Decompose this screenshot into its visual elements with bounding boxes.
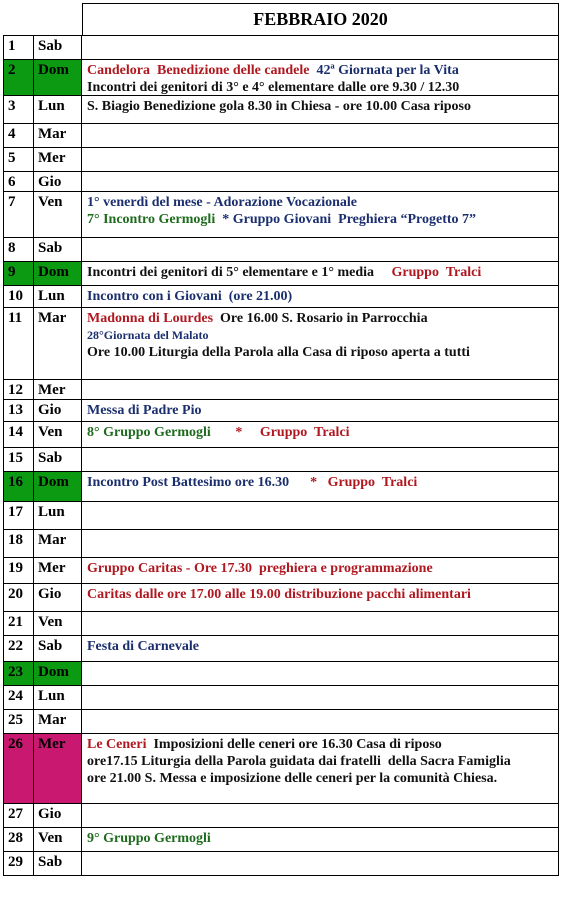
calendar-row — [3, 662, 559, 686]
weekday-name: Mar — [34, 124, 82, 147]
event-text: Messa di Padre Pio — [87, 403, 202, 418]
events-cell — [82, 148, 558, 171]
day-number: 18 — [4, 530, 34, 557]
calendar-row — [3, 558, 559, 584]
weekday-name: Gio — [34, 400, 82, 421]
event-text: S. Biagio Benedizione gola 8.30 in Chiesa - ore 10.00 Casa riposo — [87, 99, 471, 114]
event-text: ore 21.00 S. Messa e imposizione delle ceneri per la comunità Chiesa. — [87, 771, 498, 786]
event-line — [87, 211, 558, 228]
weekday-name: Mar — [34, 530, 82, 557]
weekday-name: Lun — [34, 502, 82, 529]
title-spacer — [3, 3, 82, 36]
calendar-row — [3, 308, 559, 380]
weekday-name: Sab — [34, 36, 82, 59]
weekday-name: Dom — [34, 262, 82, 285]
event-line — [87, 79, 558, 96]
event-line — [87, 736, 558, 753]
events-cell — [82, 96, 558, 123]
weekday-name: Mar — [34, 710, 82, 733]
events-cell — [82, 558, 558, 583]
event-text: * Gruppo Giovani Preghiera “Progetto 7” — [222, 212, 477, 227]
calendar-row — [3, 502, 559, 530]
event-text: Festa di Carnevale — [87, 639, 199, 654]
events-cell — [82, 286, 558, 307]
event-line — [87, 638, 558, 655]
calendar-row — [3, 238, 559, 262]
calendar-row — [3, 804, 559, 828]
event-text: * Gruppo Tralci — [310, 475, 418, 490]
events-cell — [82, 662, 558, 685]
calendar-row — [3, 828, 559, 852]
calendar-row — [3, 710, 559, 734]
events-cell — [82, 308, 558, 379]
day-number: 17 — [4, 502, 34, 529]
events-cell — [82, 804, 558, 827]
calendar-row — [3, 852, 559, 876]
weekday-name: Gio — [34, 804, 82, 827]
event-text: * Gruppo Tralci — [235, 425, 350, 440]
event-line — [87, 264, 558, 281]
calendar-row — [3, 286, 559, 308]
weekday-name: Dom — [34, 472, 82, 501]
day-number: 26 — [4, 734, 34, 803]
weekday-name: Sab — [34, 852, 82, 875]
calendar-row — [3, 380, 559, 400]
events-cell — [82, 828, 558, 851]
day-number: 19 — [4, 558, 34, 583]
events-cell — [82, 584, 558, 611]
weekday-name: Mar — [34, 308, 82, 379]
event-text: Incontri dei genitori di 5° elementare e 1° media — [87, 265, 392, 280]
day-number: 7 — [4, 192, 34, 237]
calendar-row — [3, 636, 559, 662]
event-text: Ore 10.00 Liturgia della Parola alla Casa di riposo aperta a tutti — [87, 345, 470, 360]
event-text: Ore 16.00 S. Rosario in Parrocchia — [220, 311, 428, 326]
weekday-name: Lun — [34, 686, 82, 709]
events-cell — [82, 710, 558, 733]
weekday-name: Sab — [34, 636, 82, 661]
events-cell — [82, 238, 558, 261]
day-number: 14 — [4, 422, 34, 447]
calendar-row — [3, 612, 559, 636]
day-number: 8 — [4, 238, 34, 261]
event-line — [87, 424, 558, 441]
events-cell — [82, 448, 558, 471]
calendar-row — [3, 192, 559, 238]
events-cell — [82, 400, 558, 421]
event-text: Le Ceneri — [87, 737, 154, 752]
events-cell — [82, 852, 558, 875]
event-line — [87, 194, 558, 211]
calendar-row — [3, 448, 559, 472]
day-number: 23 — [4, 662, 34, 685]
event-text: Gruppo Tralci — [391, 265, 482, 280]
event-line — [87, 402, 558, 419]
day-number: 4 — [4, 124, 34, 147]
calendar-row — [3, 734, 559, 804]
events-cell — [82, 60, 558, 95]
day-number: 10 — [4, 286, 34, 307]
event-text: 28°Giornata del Malato — [87, 328, 209, 342]
calendar-row — [3, 686, 559, 710]
event-line — [87, 62, 558, 79]
calendar-row — [3, 400, 559, 422]
day-number: 15 — [4, 448, 34, 471]
day-number: 9 — [4, 262, 34, 285]
weekday-name: Gio — [34, 584, 82, 611]
day-number: 28 — [4, 828, 34, 851]
weekday-name: Dom — [34, 60, 82, 95]
events-cell — [82, 636, 558, 661]
events-cell — [82, 192, 558, 237]
calendar-row — [3, 422, 559, 448]
event-text: Candelora Benedizione delle candele — [87, 63, 317, 78]
event-line — [87, 586, 558, 603]
calendar-row — [3, 96, 559, 124]
event-line — [87, 560, 558, 577]
event-line — [87, 753, 558, 770]
events-cell — [82, 612, 558, 635]
event-text: 1° venerdì del mese - Adorazione Vocazionale — [87, 195, 358, 210]
event-line — [87, 327, 558, 344]
day-number: 27 — [4, 804, 34, 827]
event-line — [87, 344, 558, 361]
day-number: 6 — [4, 172, 34, 191]
event-text: Caritas dalle ore 17.00 alle 19.00 distribuzione pacchi alimentari — [87, 587, 471, 602]
events-cell — [82, 530, 558, 557]
weekday-name: Mer — [34, 734, 82, 803]
event-line — [87, 288, 558, 305]
event-text: Imposizioni delle ceneri ore 16.30 Casa di riposo — [153, 737, 442, 752]
weekday-name: Ven — [34, 192, 82, 237]
calendar-row — [3, 172, 559, 192]
events-cell — [82, 686, 558, 709]
day-number: 22 — [4, 636, 34, 661]
events-cell — [82, 172, 558, 191]
event-line — [87, 310, 558, 327]
title-row — [3, 3, 559, 36]
weekday-name: Lun — [34, 96, 82, 123]
day-number: 13 — [4, 400, 34, 421]
events-cell — [82, 422, 558, 447]
day-number: 12 — [4, 380, 34, 399]
weekday-name: Ven — [34, 422, 82, 447]
day-number: 24 — [4, 686, 34, 709]
day-number: 29 — [4, 852, 34, 875]
calendar-row — [3, 124, 559, 148]
weekday-name: Ven — [34, 828, 82, 851]
day-number: 11 — [4, 308, 34, 379]
calendar-row — [3, 472, 559, 502]
event-text: 8° Gruppo Germogli — [87, 425, 236, 440]
calendar-row — [3, 262, 559, 286]
calendar-row — [3, 60, 559, 96]
calendar-row — [3, 584, 559, 612]
day-number: 1 — [4, 36, 34, 59]
events-cell — [82, 124, 558, 147]
weekday-name: Dom — [34, 662, 82, 685]
event-text: 7° Incontro Germogli — [87, 212, 223, 227]
weekday-name: Lun — [34, 286, 82, 307]
events-cell — [82, 734, 558, 803]
weekday-name: Mer — [34, 380, 82, 399]
calendar-table — [3, 3, 559, 876]
weekday-name: Mer — [34, 558, 82, 583]
event-text: Gruppo Caritas - Ore 17.30 preghiera e programmazione — [87, 561, 433, 576]
weekday-name: Ven — [34, 612, 82, 635]
day-number: 25 — [4, 710, 34, 733]
event-text: 42ª Giornata per la Vita — [316, 63, 459, 78]
event-text: Incontri dei genitori di 3° e 4° elementare dalle ore 9.30 / 12.30 — [87, 80, 460, 95]
event-line — [87, 98, 558, 115]
month-title: FEBBRAIO 2020 — [82, 3, 559, 36]
day-number: 2 — [4, 60, 34, 95]
events-cell — [82, 36, 558, 59]
event-line — [87, 830, 558, 847]
weekday-name: Sab — [34, 448, 82, 471]
calendar-row — [3, 148, 559, 172]
day-number: 3 — [4, 96, 34, 123]
events-cell — [82, 262, 558, 285]
day-number: 16 — [4, 472, 34, 501]
events-cell — [82, 502, 558, 529]
event-line — [87, 770, 558, 787]
event-text: Incontro Post Battesimo ore 16.30 — [87, 475, 311, 490]
weekday-name: Sab — [34, 238, 82, 261]
calendar-rows — [3, 36, 559, 876]
day-number: 21 — [4, 612, 34, 635]
weekday-name: Mer — [34, 148, 82, 171]
calendar-row — [3, 530, 559, 558]
day-number: 20 — [4, 584, 34, 611]
calendar-row — [3, 36, 559, 60]
event-line — [87, 474, 558, 491]
events-cell — [82, 380, 558, 399]
weekday-name: Gio — [34, 172, 82, 191]
event-text: 9° Gruppo Germogli — [87, 831, 211, 846]
event-text: Incontro con i Giovani (ore 21.00) — [87, 289, 293, 304]
event-text: Madonna di Lourdes — [87, 311, 221, 326]
events-cell — [82, 472, 558, 501]
day-number: 5 — [4, 148, 34, 171]
event-text: ore17.15 Liturgia della Parola guidata dai fratelli della Sacra Famiglia — [87, 754, 511, 769]
